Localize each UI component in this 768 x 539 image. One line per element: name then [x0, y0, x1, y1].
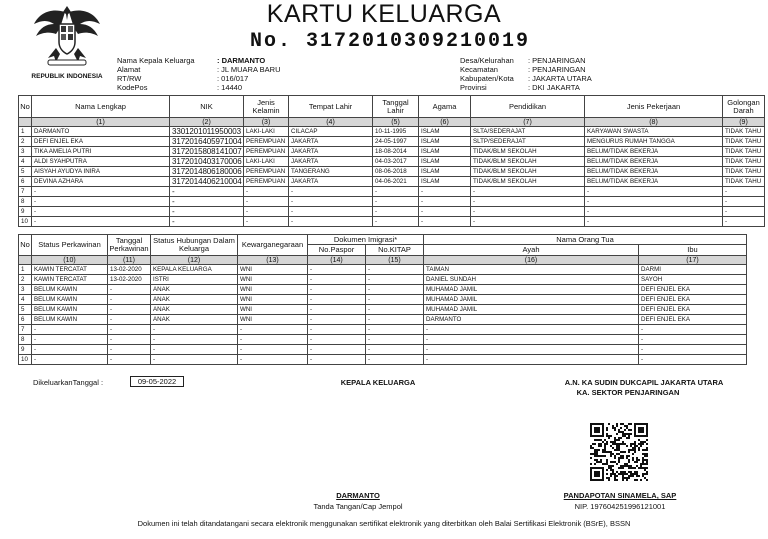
- kepala-heading: KEPALA KELUARGA: [340, 378, 416, 387]
- official-nip: NIP. 197604251996121001: [574, 502, 666, 511]
- table-cell: SLTP/SEDERAJAT: [471, 137, 585, 147]
- table-cell: -: [170, 207, 244, 217]
- table-cell: BELUM KAWIN: [32, 295, 108, 305]
- table-cell: AISYAH AYUDYA INIRA: [32, 167, 170, 177]
- info-left: [117, 56, 281, 92]
- official-heading: A.N. KA SUDIN DUKCAPIL JAKARTA UTARA: [564, 378, 724, 387]
- col-header: No.KITAP: [366, 245, 424, 256]
- table-row: [19, 207, 765, 217]
- document-title: KARTU KELUARGA: [266, 0, 502, 28]
- table-cell: TANGERANG: [289, 167, 373, 177]
- info-value: : PENJARINGAN: [528, 65, 586, 74]
- table-row: [19, 177, 765, 187]
- table-cell: SAYOH: [639, 275, 747, 285]
- table-cell: JAKARTA: [289, 177, 373, 187]
- table-row: [19, 345, 747, 355]
- table-cell: TIDAK/BLM SEKOLAH: [471, 177, 585, 187]
- table-cell: DEFI ENJEL EKA: [639, 315, 747, 325]
- table-cell: TIKA AMELIA PUTRI: [32, 147, 170, 157]
- col-number: (5): [373, 118, 419, 127]
- table-cell: PEREMPUAN: [244, 167, 289, 177]
- col-number: (10): [32, 256, 108, 265]
- table-cell: -: [151, 335, 238, 345]
- table-cell: SLTA/SEDERAJAT: [471, 127, 585, 137]
- table-cell: 3172010403170006: [170, 157, 244, 167]
- table-cell: -: [471, 207, 585, 217]
- col-header: No: [19, 235, 32, 256]
- table-cell: -: [238, 335, 308, 345]
- table-cell: 2: [19, 137, 32, 147]
- table-cell: ALDI SYAHPUTRA: [32, 157, 170, 167]
- table-cell: -: [585, 187, 723, 197]
- table-cell: 3: [19, 147, 32, 157]
- table-cell: 9: [19, 207, 32, 217]
- table-cell: -: [585, 197, 723, 207]
- table-cell: -: [244, 187, 289, 197]
- col-header: Status Hubungan Dalam Keluarga: [151, 235, 238, 256]
- table-cell: -: [308, 295, 366, 305]
- table-cell: DEFI ENJEL EKA: [639, 285, 747, 295]
- table-cell: LAKI-LAKI: [244, 127, 289, 137]
- table-cell: -: [373, 207, 419, 217]
- table-cell: -: [151, 345, 238, 355]
- table-cell: -: [366, 295, 424, 305]
- table-cell: WNI: [238, 295, 308, 305]
- col-header: No: [19, 96, 32, 118]
- table-cell: KARYAWAN SWASTA: [585, 127, 723, 137]
- col-number: (13): [238, 256, 308, 265]
- table-cell: -: [585, 207, 723, 217]
- col-header: Nama Orang Tua: [424, 235, 747, 245]
- table-row: [19, 325, 747, 335]
- table-row: [19, 305, 747, 315]
- table-cell: -: [108, 345, 151, 355]
- col-number: (6): [419, 118, 471, 127]
- col-header: Ibu: [639, 245, 747, 256]
- table-cell: -: [32, 335, 108, 345]
- table-cell: -: [308, 275, 366, 285]
- table-cell: -: [471, 217, 585, 227]
- table-cell: ANAK: [151, 315, 238, 325]
- table-row: [19, 265, 747, 275]
- table-cell: 3172014406210004: [170, 177, 244, 187]
- kepala-caption: Tanda Tangan/Cap Jempol: [313, 502, 403, 511]
- table-cell: -: [308, 315, 366, 325]
- col-header: Dokumen Imigrasi*: [308, 235, 424, 245]
- col-header: Tempat Lahir: [289, 96, 373, 118]
- table-cell: LAKI-LAKI: [244, 157, 289, 167]
- table-cell: -: [424, 335, 639, 345]
- table-cell: 5: [19, 167, 32, 177]
- table-row: [19, 295, 747, 305]
- table-cell: -: [366, 355, 424, 365]
- col-header: Jenis Pekerjaan: [585, 96, 723, 118]
- table-cell: ISLAM: [419, 127, 471, 137]
- info-value: : JL MUARA BARU: [217, 65, 281, 74]
- table-cell: -: [32, 207, 170, 217]
- table-cell: KAWIN TERCATAT: [32, 275, 108, 285]
- table-cell: 4: [19, 157, 32, 167]
- table-cell: WNI: [238, 305, 308, 315]
- table-cell: 3172015808141007: [170, 147, 244, 157]
- table-cell: TIDAK/BLM SEKOLAH: [471, 167, 585, 177]
- table-cell: -: [108, 295, 151, 305]
- table-cell: -: [723, 187, 765, 197]
- table-cell: -: [244, 217, 289, 227]
- table-cell: ISLAM: [419, 177, 471, 187]
- table-cell: MENGURUS RUMAH TANGGA: [585, 137, 723, 147]
- table-row: [19, 167, 765, 177]
- disclaimer: Dokumen ini telah ditandatangani secara elektronik menggunakan sertifikat elektronik yang diterbitkan oleh Balai Sertifikasi Elektronik (BSrE), BSSN: [137, 519, 631, 528]
- table-cell: TIDAK TAHU: [723, 147, 765, 157]
- table-cell: PEREMPUAN: [244, 147, 289, 157]
- table-cell: TIDAK/BLM SEKOLAH: [471, 147, 585, 157]
- table-cell: WNI: [238, 275, 308, 285]
- table-cell: 8: [19, 335, 32, 345]
- col-number: (4): [289, 118, 373, 127]
- table-cell: KEPALA KELUARGA: [151, 265, 238, 275]
- table-cell: DANIEL SUNDAH: [424, 275, 639, 285]
- table-cell: -: [366, 345, 424, 355]
- table-cell: -: [373, 197, 419, 207]
- issued-label: DikeluarkanTanggal :: [33, 378, 104, 387]
- table-cell: JAKARTA: [289, 147, 373, 157]
- table-cell: MUHAMAD JAMIL: [424, 295, 639, 305]
- info-label: Desa/Kelurahan: [460, 56, 514, 65]
- table-cell: BELUM KAWIN: [32, 305, 108, 315]
- table-cell: -: [366, 335, 424, 345]
- table-row: [19, 147, 765, 157]
- col-number: (16): [424, 256, 639, 265]
- table-row: [19, 355, 747, 365]
- table-cell: ISTRI: [151, 275, 238, 285]
- table-cell: -: [639, 345, 747, 355]
- table-cell: 3172016405971004: [170, 137, 244, 147]
- table-cell: -: [289, 207, 373, 217]
- table-cell: -: [366, 305, 424, 315]
- col-number: (11): [108, 256, 151, 265]
- info-value: : DKI JAKARTA: [528, 83, 580, 92]
- col-number: (12): [151, 256, 238, 265]
- col-number: [19, 256, 32, 265]
- table-cell: ISLAM: [419, 137, 471, 147]
- official-name: PANDAPOTAN SINAMELA, SAP: [563, 491, 677, 500]
- table-cell: -: [419, 197, 471, 207]
- table-cell: -: [639, 355, 747, 365]
- table-cell: JAKARTA: [289, 157, 373, 167]
- table-cell: -: [151, 325, 238, 335]
- table-cell: -: [244, 207, 289, 217]
- table-cell: BELUM KAWIN: [32, 315, 108, 325]
- table-cell: WNI: [238, 265, 308, 275]
- info-label: KodePos: [117, 83, 148, 92]
- table-cell: -: [238, 355, 308, 365]
- table-cell: -: [170, 217, 244, 227]
- table-cell: -: [366, 275, 424, 285]
- table-cell: BELUM/TIDAK BEKERJA: [585, 177, 723, 187]
- info-value: : DARMANTO: [217, 56, 266, 65]
- table-cell: -: [723, 197, 765, 207]
- info-label: RT/RW: [117, 74, 142, 83]
- table-cell: 18-08-2014: [373, 147, 419, 157]
- table-cell: ISLAM: [419, 147, 471, 157]
- table-cell: TAIMAN: [424, 265, 639, 275]
- table-cell: ANAK: [151, 285, 238, 295]
- info-value: : 016/017: [217, 74, 249, 83]
- col-header: Pendidikan: [471, 96, 585, 118]
- table-row: [19, 127, 765, 137]
- table-cell: JAKARTA: [289, 137, 373, 147]
- table-cell: WNI: [238, 315, 308, 325]
- issued-date: 09-05-2022: [130, 376, 184, 387]
- table-cell: ANAK: [151, 295, 238, 305]
- table-cell: -: [289, 187, 373, 197]
- table-cell: -: [424, 345, 639, 355]
- table-row: [19, 137, 765, 147]
- table-cell: -: [32, 355, 108, 365]
- table-row: [19, 187, 765, 197]
- table-cell: 5: [19, 305, 32, 315]
- table-cell: 24-05-1997: [373, 137, 419, 147]
- table-cell: 8: [19, 197, 32, 207]
- table-cell: ISLAM: [419, 167, 471, 177]
- table-cell: -: [238, 325, 308, 335]
- table-cell: PEREMPUAN: [244, 177, 289, 187]
- table-row: [19, 335, 747, 345]
- col-header: Kewarganegaraan: [238, 235, 308, 256]
- table-cell: -: [308, 265, 366, 275]
- table-cell: CILACAP: [289, 127, 373, 137]
- col-header: Ayah: [424, 245, 639, 256]
- col-number: (7): [471, 118, 585, 127]
- table-cell: -: [108, 355, 151, 365]
- table-cell: -: [32, 197, 170, 207]
- table-cell: DEFI ENJEL EKA: [32, 137, 170, 147]
- table-row: [19, 285, 747, 295]
- table-cell: -: [723, 207, 765, 217]
- table-cell: TIDAK TAHU: [723, 177, 765, 187]
- table-cell: -: [419, 207, 471, 217]
- table-cell: -: [424, 355, 639, 365]
- table-cell: 7: [19, 187, 32, 197]
- info-value: : PENJARINGAN: [528, 56, 586, 65]
- table-cell: -: [366, 315, 424, 325]
- table-cell: -: [308, 285, 366, 295]
- table-cell: DARMANTO: [32, 127, 170, 137]
- table-cell: 08-06-2018: [373, 167, 419, 177]
- emblem-caption: REPUBLIK INDONESIA: [31, 73, 103, 80]
- col-number: (3): [244, 118, 289, 127]
- table-row: [19, 197, 765, 207]
- table-cell: -: [419, 187, 471, 197]
- col-header: Jenis Kelamin: [244, 96, 289, 118]
- table-cell: -: [151, 355, 238, 365]
- table-cell: -: [366, 265, 424, 275]
- table-cell: KAWIN TERCATAT: [32, 265, 108, 275]
- table-cell: 9: [19, 345, 32, 355]
- table-cell: MUHAMAD JAMIL: [424, 305, 639, 315]
- table-row: [19, 217, 765, 227]
- table-cell: MUHAMAD JAMIL: [424, 285, 639, 295]
- table-cell: -: [639, 325, 747, 335]
- table-cell: TIDAK TAHU: [723, 137, 765, 147]
- table-cell: BELUM/TIDAK BEKERJA: [585, 147, 723, 157]
- info-value: : JAKARTA UTARA: [528, 74, 592, 83]
- col-header: NIK: [170, 96, 244, 118]
- col-number: (17): [639, 256, 747, 265]
- col-number: (1): [32, 118, 170, 127]
- table-cell: -: [238, 345, 308, 355]
- col-number: (9): [723, 118, 765, 127]
- table-cell: DEVINA AZHARA: [32, 177, 170, 187]
- col-header: Agama: [419, 96, 471, 118]
- table-cell: -: [585, 217, 723, 227]
- col-header: No.Paspor: [308, 245, 366, 256]
- table-cell: -: [471, 187, 585, 197]
- table-cell: -: [471, 197, 585, 207]
- table-cell: BELUM/TIDAK BEKERJA: [585, 167, 723, 177]
- table-cell: TIDAK/BLM SEKOLAH: [471, 157, 585, 167]
- table-cell: -: [108, 305, 151, 315]
- table-cell: DARMANTO: [424, 315, 639, 325]
- official-subheading: KA. SEKTOR PENJARINGAN: [576, 388, 680, 397]
- table-cell: 6: [19, 177, 32, 187]
- info-label: Provinsi: [460, 83, 487, 92]
- table-cell: -: [308, 355, 366, 365]
- table-cell: 2: [19, 275, 32, 285]
- table-cell: 1: [19, 127, 32, 137]
- info-label: Nama Kepala Keluarga: [117, 56, 195, 65]
- table-cell: -: [108, 285, 151, 295]
- table-cell: 13-02-2020: [108, 265, 151, 275]
- table-cell: -: [170, 197, 244, 207]
- table-cell: DEFI ENJEL EKA: [639, 305, 747, 315]
- table-cell: 13-02-2020: [108, 275, 151, 285]
- table-cell: 10: [19, 217, 32, 227]
- table-row: [19, 315, 747, 325]
- info-label: Kabupaten/Kota: [460, 74, 514, 83]
- table-cell: 3172014806180006: [170, 167, 244, 177]
- table-cell: DEFI ENJEL EKA: [639, 295, 747, 305]
- table-cell: -: [32, 217, 170, 227]
- table-cell: ANAK: [151, 305, 238, 315]
- kk-number: No. 3172010309210019: [249, 30, 531, 53]
- table-cell: -: [419, 217, 471, 227]
- family-status-table: [18, 234, 747, 365]
- table-cell: DARMI: [639, 265, 747, 275]
- col-header: Tanggal Lahir: [373, 96, 419, 118]
- table-cell: TIDAK TAHU: [723, 157, 765, 167]
- col-header: Tanggal Perkawinan: [108, 235, 151, 256]
- col-header: Golongan Darah: [723, 96, 765, 118]
- table-cell: WNI: [238, 285, 308, 295]
- col-number: [19, 118, 32, 127]
- table-row: [19, 275, 747, 285]
- table-cell: 10: [19, 355, 32, 365]
- table-cell: -: [308, 305, 366, 315]
- table-cell: TIDAK TAHU: [723, 167, 765, 177]
- table-cell: -: [424, 325, 639, 335]
- table-cell: -: [373, 217, 419, 227]
- table-cell: 7: [19, 325, 32, 335]
- table-cell: -: [308, 325, 366, 335]
- table-cell: -: [32, 325, 108, 335]
- table-cell: -: [170, 187, 244, 197]
- qr-code: [590, 423, 648, 481]
- family-members-table: [18, 95, 765, 227]
- table-cell: -: [639, 335, 747, 345]
- table-cell: -: [289, 217, 373, 227]
- table-cell: 04-03-2017: [373, 157, 419, 167]
- table-cell: -: [366, 325, 424, 335]
- table-cell: 10-11-1995: [373, 127, 419, 137]
- table-cell: 04-06-2021: [373, 177, 419, 187]
- table-cell: PEREMPUAN: [244, 137, 289, 147]
- col-number: (15): [366, 256, 424, 265]
- table-cell: -: [723, 217, 765, 227]
- table-cell: -: [308, 335, 366, 345]
- table-cell: -: [32, 345, 108, 355]
- info-label: Kecamatan: [460, 65, 498, 74]
- table-cell: 6: [19, 315, 32, 325]
- table-row: [19, 157, 765, 167]
- table-cell: BELUM KAWIN: [32, 285, 108, 295]
- col-number: (2): [170, 118, 244, 127]
- table-cell: 3301201011950003: [170, 127, 244, 137]
- table-cell: -: [108, 335, 151, 345]
- table-cell: -: [366, 285, 424, 295]
- table-cell: BELUM/TIDAK BEKERJA: [585, 157, 723, 167]
- col-number: (8): [585, 118, 723, 127]
- table-cell: TIDAK TAHU: [723, 127, 765, 137]
- table-cell: -: [32, 187, 170, 197]
- table-cell: 4: [19, 295, 32, 305]
- table-cell: -: [373, 187, 419, 197]
- table-cell: -: [289, 197, 373, 207]
- table-cell: 3: [19, 285, 32, 295]
- table-cell: 1: [19, 265, 32, 275]
- info-right: [460, 56, 592, 92]
- kepala-name: DARMANTO: [336, 491, 380, 500]
- col-header: Status Perkawinan: [32, 235, 108, 256]
- info-label: Alamat: [117, 65, 141, 74]
- table-cell: ISLAM: [419, 157, 471, 167]
- table-cell: -: [108, 325, 151, 335]
- info-value: : 14440: [217, 83, 243, 92]
- col-header: Nama Lengkap: [32, 96, 170, 118]
- table-cell: -: [244, 197, 289, 207]
- table-cell: -: [308, 345, 366, 355]
- col-number: (14): [308, 256, 366, 265]
- table-cell: -: [108, 315, 151, 325]
